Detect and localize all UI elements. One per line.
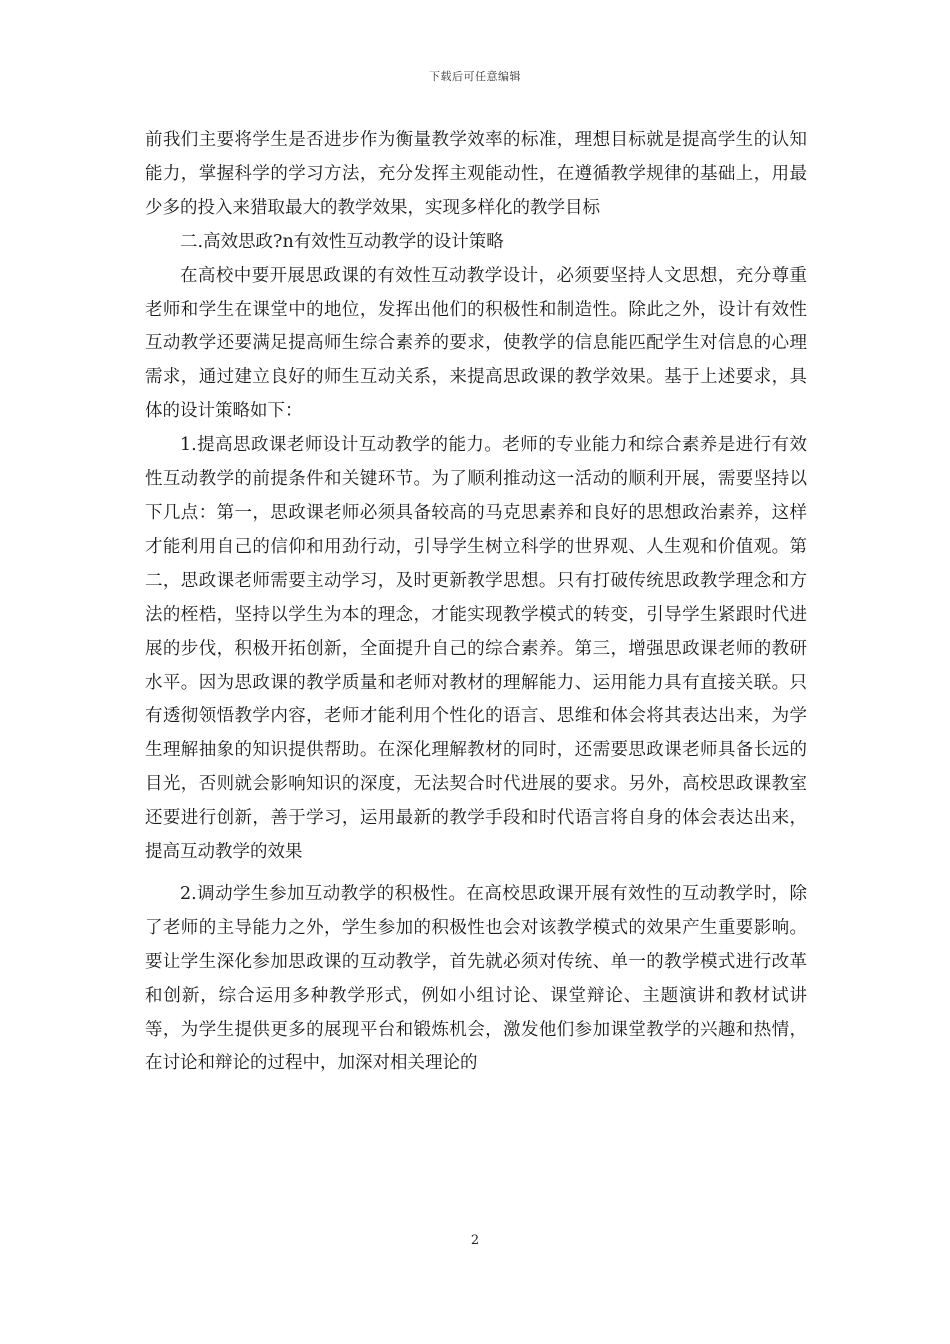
paragraph-point-2: 2.调动学生参加互动教学的积极性。在高校思政课开展有效性的互动教学时，除了老师的主导能力之外，学生参加的积极性也会对该教学模式的效果产生重要影响。要让学生深化参加思政课的互动教学，首先就必须对传统、单一的教学模式进行改革和创新，综合运用多种教学形式，例如小组讨论、课堂辩论、主题演讲和教材试讲等，为学生提供更多的展现平台和锻炼机会，激发他们参加课堂教学的兴趣和热情，在讨论和辩论的过程中，加深对相关理论的 [145,883,807,1074]
document-body [145,124,807,1081]
section-heading: 二.高效思政?n有效性互动教学的设计策略 [180,231,504,252]
paragraph-continued: 前我们主要将学生是否进步作为衡量教学效率的标准，理想目标就是提高学生的认知能力，掌握科学的学习方法，充分发挥主观能动性，在遵循教学规律的基础上，用最少多的投入来猎取最大的教学效果，实现多样化的教学目标 [145,130,807,218]
paragraph-intro: 在高校中要开展思政课的有效性互动教学设计，必须要坚持人文思想，充分尊重老师和学生在课堂中的地位，发挥出他们的积极性和制造性。除此之外，设计有效性互动教学还要满足提高师生综合素养的要求，使教学的信息能匹配学生对信息的心理需求，通过建立良好的师生互动关系，来提高思政课的教学效果。基于上述要求，具体的设计策略如下： [145,265,807,422]
page-header: 下载后可任意编辑 [429,70,521,83]
paragraph-point-1: 1.提高思政课老师设计互动教学的能力。老师的专业能力和综合素养是进行有效性互动教学的前提条件和关键环节。为了顺利推动这一活动的顺利开展，需要坚持以下几点：第一，思政课老师必须具备较高的马克思素养和良好的思想政治素养，这样才能利用自己的信仰和用劲行动，引导学生树立科学的世界观、人生观和价值观。第二，思政课老师需要主动学习，及时更新教学思想。只有打破传统思政教学理念和方法的桎梏，坚持以学生为本的理念，才能实现教学模式的转变，引导学生紧跟时代进展的步伐，积极开拓创新，全面提升自己的综合素养。第三，增强思政课老师的教研水平。因为思政课的教学质量和老师对教材的理解能力、运用能力具有直接关联。只有透彻领悟教学内容，老师才能利用个性化的语言、思维和体会将其表达出来，为学生理解抽象的知识提供帮助。在深化理解教材的同时，还需要思政课老师具备长远的目光，否则就会影响知识的深度，无法契合时代进展的要求。另外，高校思政课教室还要进行创新，善于学习，运用最新的教学手段和时代语言将自身的体会表达出来，提高互动教学的效果 [145,435,807,863]
page-number: 2 [470,1233,480,1248]
